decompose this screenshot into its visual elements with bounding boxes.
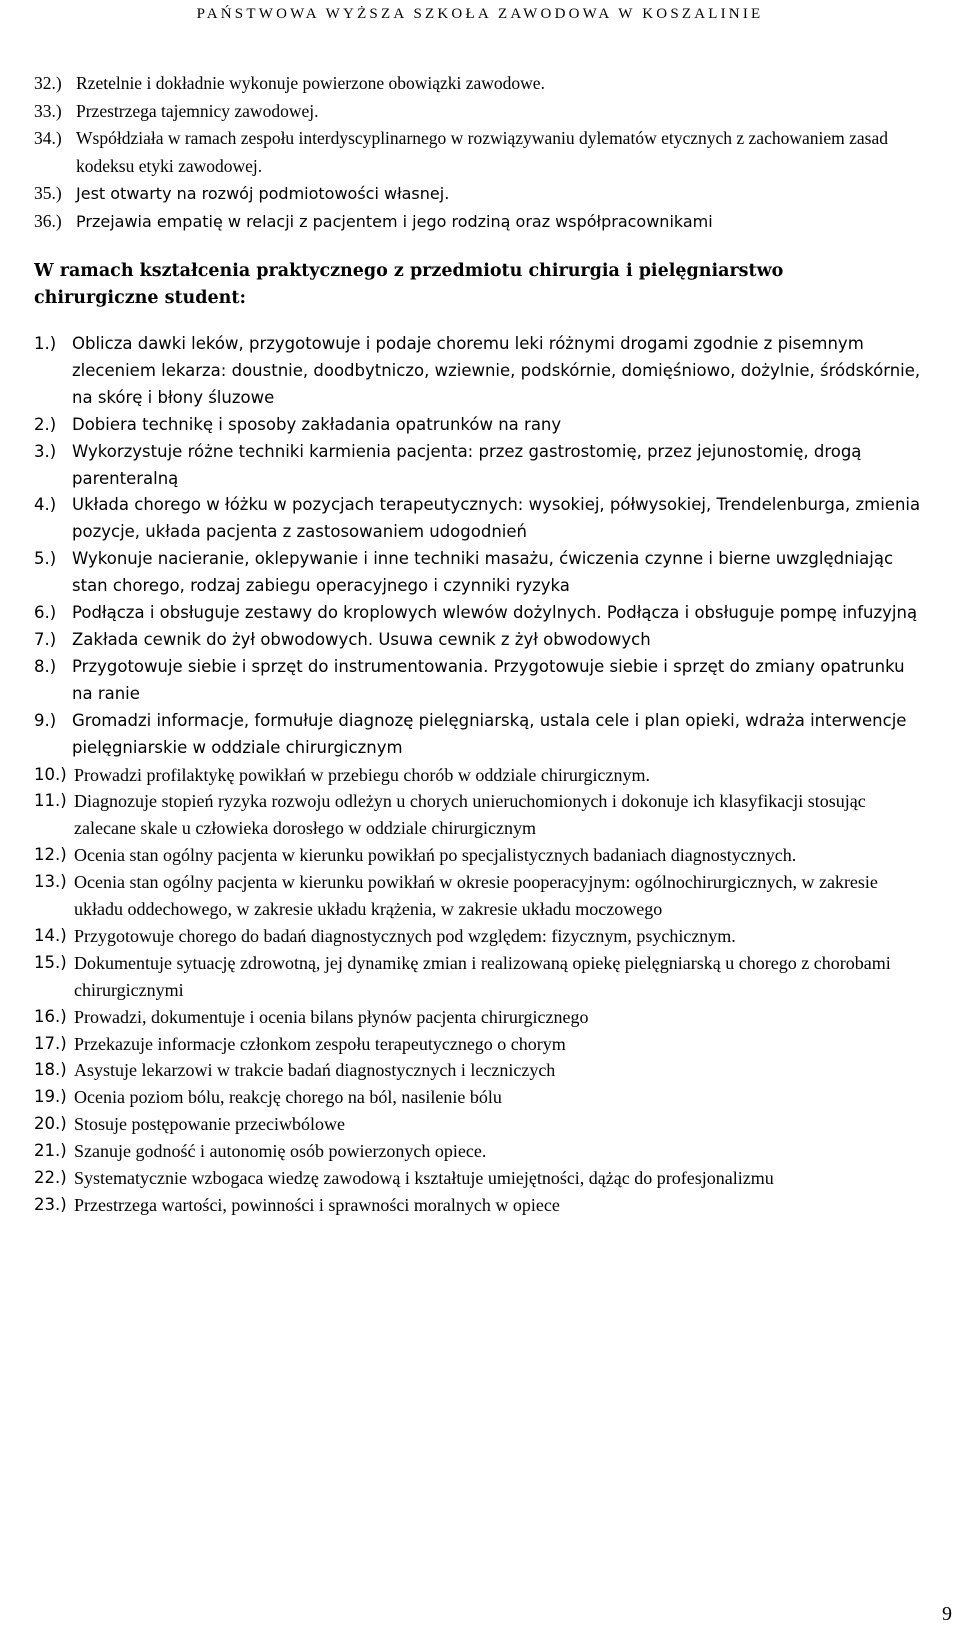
list-item [34, 1084, 924, 1111]
list-item-number: 1.) [34, 334, 57, 353]
list-item [34, 762, 924, 789]
list-item-number: 14.) [34, 925, 67, 945]
list-item [34, 125, 924, 180]
list-item [34, 180, 924, 208]
page-content [34, 70, 924, 1219]
list-item-number: 2.) [34, 414, 57, 434]
document-header: PAŃSTWOWA WYŻSZA SZKOŁA ZAWODOWA W KOSZALINIE [196, 6, 764, 22]
list-item-number: 7.) [34, 629, 57, 649]
list-item-number: 9.) [34, 710, 57, 730]
list-item [34, 708, 924, 762]
list-item-text: Układa chorego w łóżku w pozycjach terapeutycznych: wysokiej, półwysokiej, Trendelenburga, zmienia pozycje, układa pacjenta z zastosowaniem udogodnień [72, 495, 921, 542]
list-item-text: Zakłada cewnik do żył obwodowych. Usuwa cewnik z żył obwodowych [72, 629, 651, 649]
competency-list-continued [34, 70, 924, 235]
list-item [34, 627, 924, 654]
list-item-text: Przygotowuje siebie i sprzęt do instrumentowania. Przygotowuje siebie i sprzęt do zmiany opatrunku na ranie [72, 656, 905, 703]
list-item [34, 98, 924, 126]
list-item-number: 16.) [34, 1006, 67, 1026]
list-item [34, 600, 924, 627]
list-item-number: 5.) [34, 549, 57, 569]
list-item-text: Prowadzi, dokumentuje i ocenia bilans płynów pacjenta chirurgicznego [74, 1006, 589, 1027]
list-item [34, 950, 924, 1004]
list-item-text: Wykorzystuje różne techniki karmienia pacjenta: przez gastrostomię, przez jejunostomię, drogą parenteralną [72, 441, 862, 488]
list-item-text: Stosuje postępowanie przeciwbólowe [74, 1114, 345, 1135]
list-item-number: 35.) [34, 183, 62, 203]
list-item-number: 12.) [34, 845, 67, 865]
list-item-number: 33.) [34, 100, 62, 121]
list-item-number: 10.) [34, 764, 67, 784]
list-item-number: 11.) [34, 791, 67, 811]
list-item-text: Dokumentuje sytuację zdrowotną, jej dynamikę zmian i realizowaną opiekę pielęgniarską u chorego z chorobami chirurgicznymi [74, 952, 891, 1000]
list-item [34, 412, 924, 439]
list-item [34, 1057, 924, 1084]
list-item [34, 546, 924, 600]
list-item-text: Przestrzega tajemnicy zawodowej. [76, 100, 319, 121]
list-item [34, 869, 924, 923]
list-item-text: Podłącza i obsługuje zestawy do kroplowych wlewów dożylnych. Podłącza i obsługuje pompę infuzyjną [72, 603, 918, 623]
list-item-number: 13.) [34, 872, 67, 892]
list-item [34, 923, 924, 950]
list-item-number: 22.) [34, 1168, 67, 1188]
list-item [34, 331, 924, 412]
list-item [34, 492, 924, 546]
list-item-text: Szanuje godność i autonomię osób powierzonych opiece. [74, 1141, 487, 1162]
list-item-text: Rzetelnie i dokładnie wykonuje powierzone obowiązki zawodowe. [76, 73, 545, 93]
list-item-number: 21.) [34, 1141, 67, 1161]
list-item-number: 18.) [34, 1060, 67, 1080]
list-item-text: Diagnozuje stopień ryzyka rozwoju odleżyn u chorych unieruchomionych i dokonuje ich klasyfikacji stosując zalecane skale u człowieka dorosłego w oddziale chirurgicznym [74, 791, 866, 839]
list-item-text: Gromadzi informacje, formułuje diagnozę pielęgniarską, ustala cele i plan opieki, wdraża interwencje pielęgniarskie w oddziale chirurgicznym [72, 710, 907, 757]
list-item-text: Przekazuje informacje członkom zespołu terapeutycznego o chorym [74, 1033, 566, 1054]
list-item-text: Przestrzega wartości, powinności i sprawności moralnych w opiece [74, 1195, 560, 1215]
list-item-text: Systematycznie wzbogaca wiedzę zawodową i kształtuje umiejętności, dążąc do profesjonalizmu [74, 1168, 774, 1189]
section-heading: W ramach kształcenia praktycznego z przedmiotu chirurgia i pielęgniarstwo chirurgiczne student: [34, 261, 784, 308]
list-item-number: 8.) [34, 656, 57, 676]
list-item-text: Ocenia stan ogólny pacjenta w kierunku powikłań po specjalistycznych badaniach diagnostycznych. [74, 845, 797, 866]
practical-skills-list [34, 331, 924, 1219]
list-item [34, 842, 924, 869]
list-item-text: Jest otwarty na rozwój podmiotowości własnej. [76, 184, 450, 203]
list-item [34, 654, 924, 708]
list-item [34, 1138, 924, 1165]
list-item-number: 36.) [34, 210, 62, 231]
list-item [34, 70, 924, 98]
list-item [34, 208, 924, 236]
list-item-number: 4.) [34, 495, 57, 515]
list-item-text: Współdziała w ramach zespołu interdyscyplinarnego w rozwiązywaniu dylematów etycznych z zachowaniem zasad kodeksu etyki zawodowej. [76, 128, 888, 176]
list-item-number: 23.) [34, 1195, 67, 1214]
list-item-number: 6.) [34, 603, 57, 623]
list-item [34, 1004, 924, 1031]
list-item [34, 1111, 924, 1138]
list-item [34, 788, 924, 842]
list-item-number: 32.) [34, 73, 62, 93]
list-item-number: 15.) [34, 952, 67, 972]
list-item-number: 3.) [34, 441, 57, 461]
list-item-text: Oblicza dawki leków, przygotowuje i podaje choremu leki różnymi drogami zgodnie z pisemnym zleceniem lekarza: doustnie, doodbytniczo, wziewnie, podskórnie, domięśniowo, dożylnie, śródskórnie, na skórę i błony śluzowe [72, 334, 921, 407]
list-item-text: Wykonuje nacieranie, oklepywanie i inne techniki masażu, ćwiczenia czynne i bierne uwzględniając stan chorego, rodzaj zabiegu operacyjnego i czynniki ryzyka [72, 549, 894, 596]
list-item-text: Ocenia poziom bólu, reakcję chorego na ból, nasilenie bólu [74, 1087, 502, 1108]
list-item-text: Dobiera technikę i sposoby zakładania opatrunków na rany [72, 414, 562, 434]
list-item-number: 34.) [34, 128, 62, 148]
list-item-text: Ocenia stan ogólny pacjenta w kierunku powikłań w okresie pooperacyjnym: ogólnochirurgicznych, w zakresie układu oddechowego, w zakresie układu krążenia, w zakresie układu moczowego [74, 872, 878, 920]
list-item-number: 17.) [34, 1033, 67, 1053]
list-item [34, 439, 924, 493]
list-item-text: Przygotowuje chorego do badań diagnostycznych pod względem: fizycznym, psychicznym. [74, 925, 736, 946]
list-item [34, 1031, 924, 1058]
list-item-text: Przejawia empatię w relacji z pacjentem i jego rodziną oraz współpracownikami [76, 211, 713, 231]
list-item [34, 1192, 924, 1219]
list-item-text: Prowadzi profilaktykę powikłań w przebiegu chorób w oddziale chirurgicznym. [74, 764, 650, 785]
page-number: 9 [942, 1603, 952, 1625]
list-item [34, 1165, 924, 1192]
list-item-number: 19.) [34, 1087, 67, 1107]
list-item-text: Asystuje lekarzowi w trakcie badań diagnostycznych i leczniczych [74, 1060, 556, 1081]
list-item-number: 20.) [34, 1114, 67, 1134]
